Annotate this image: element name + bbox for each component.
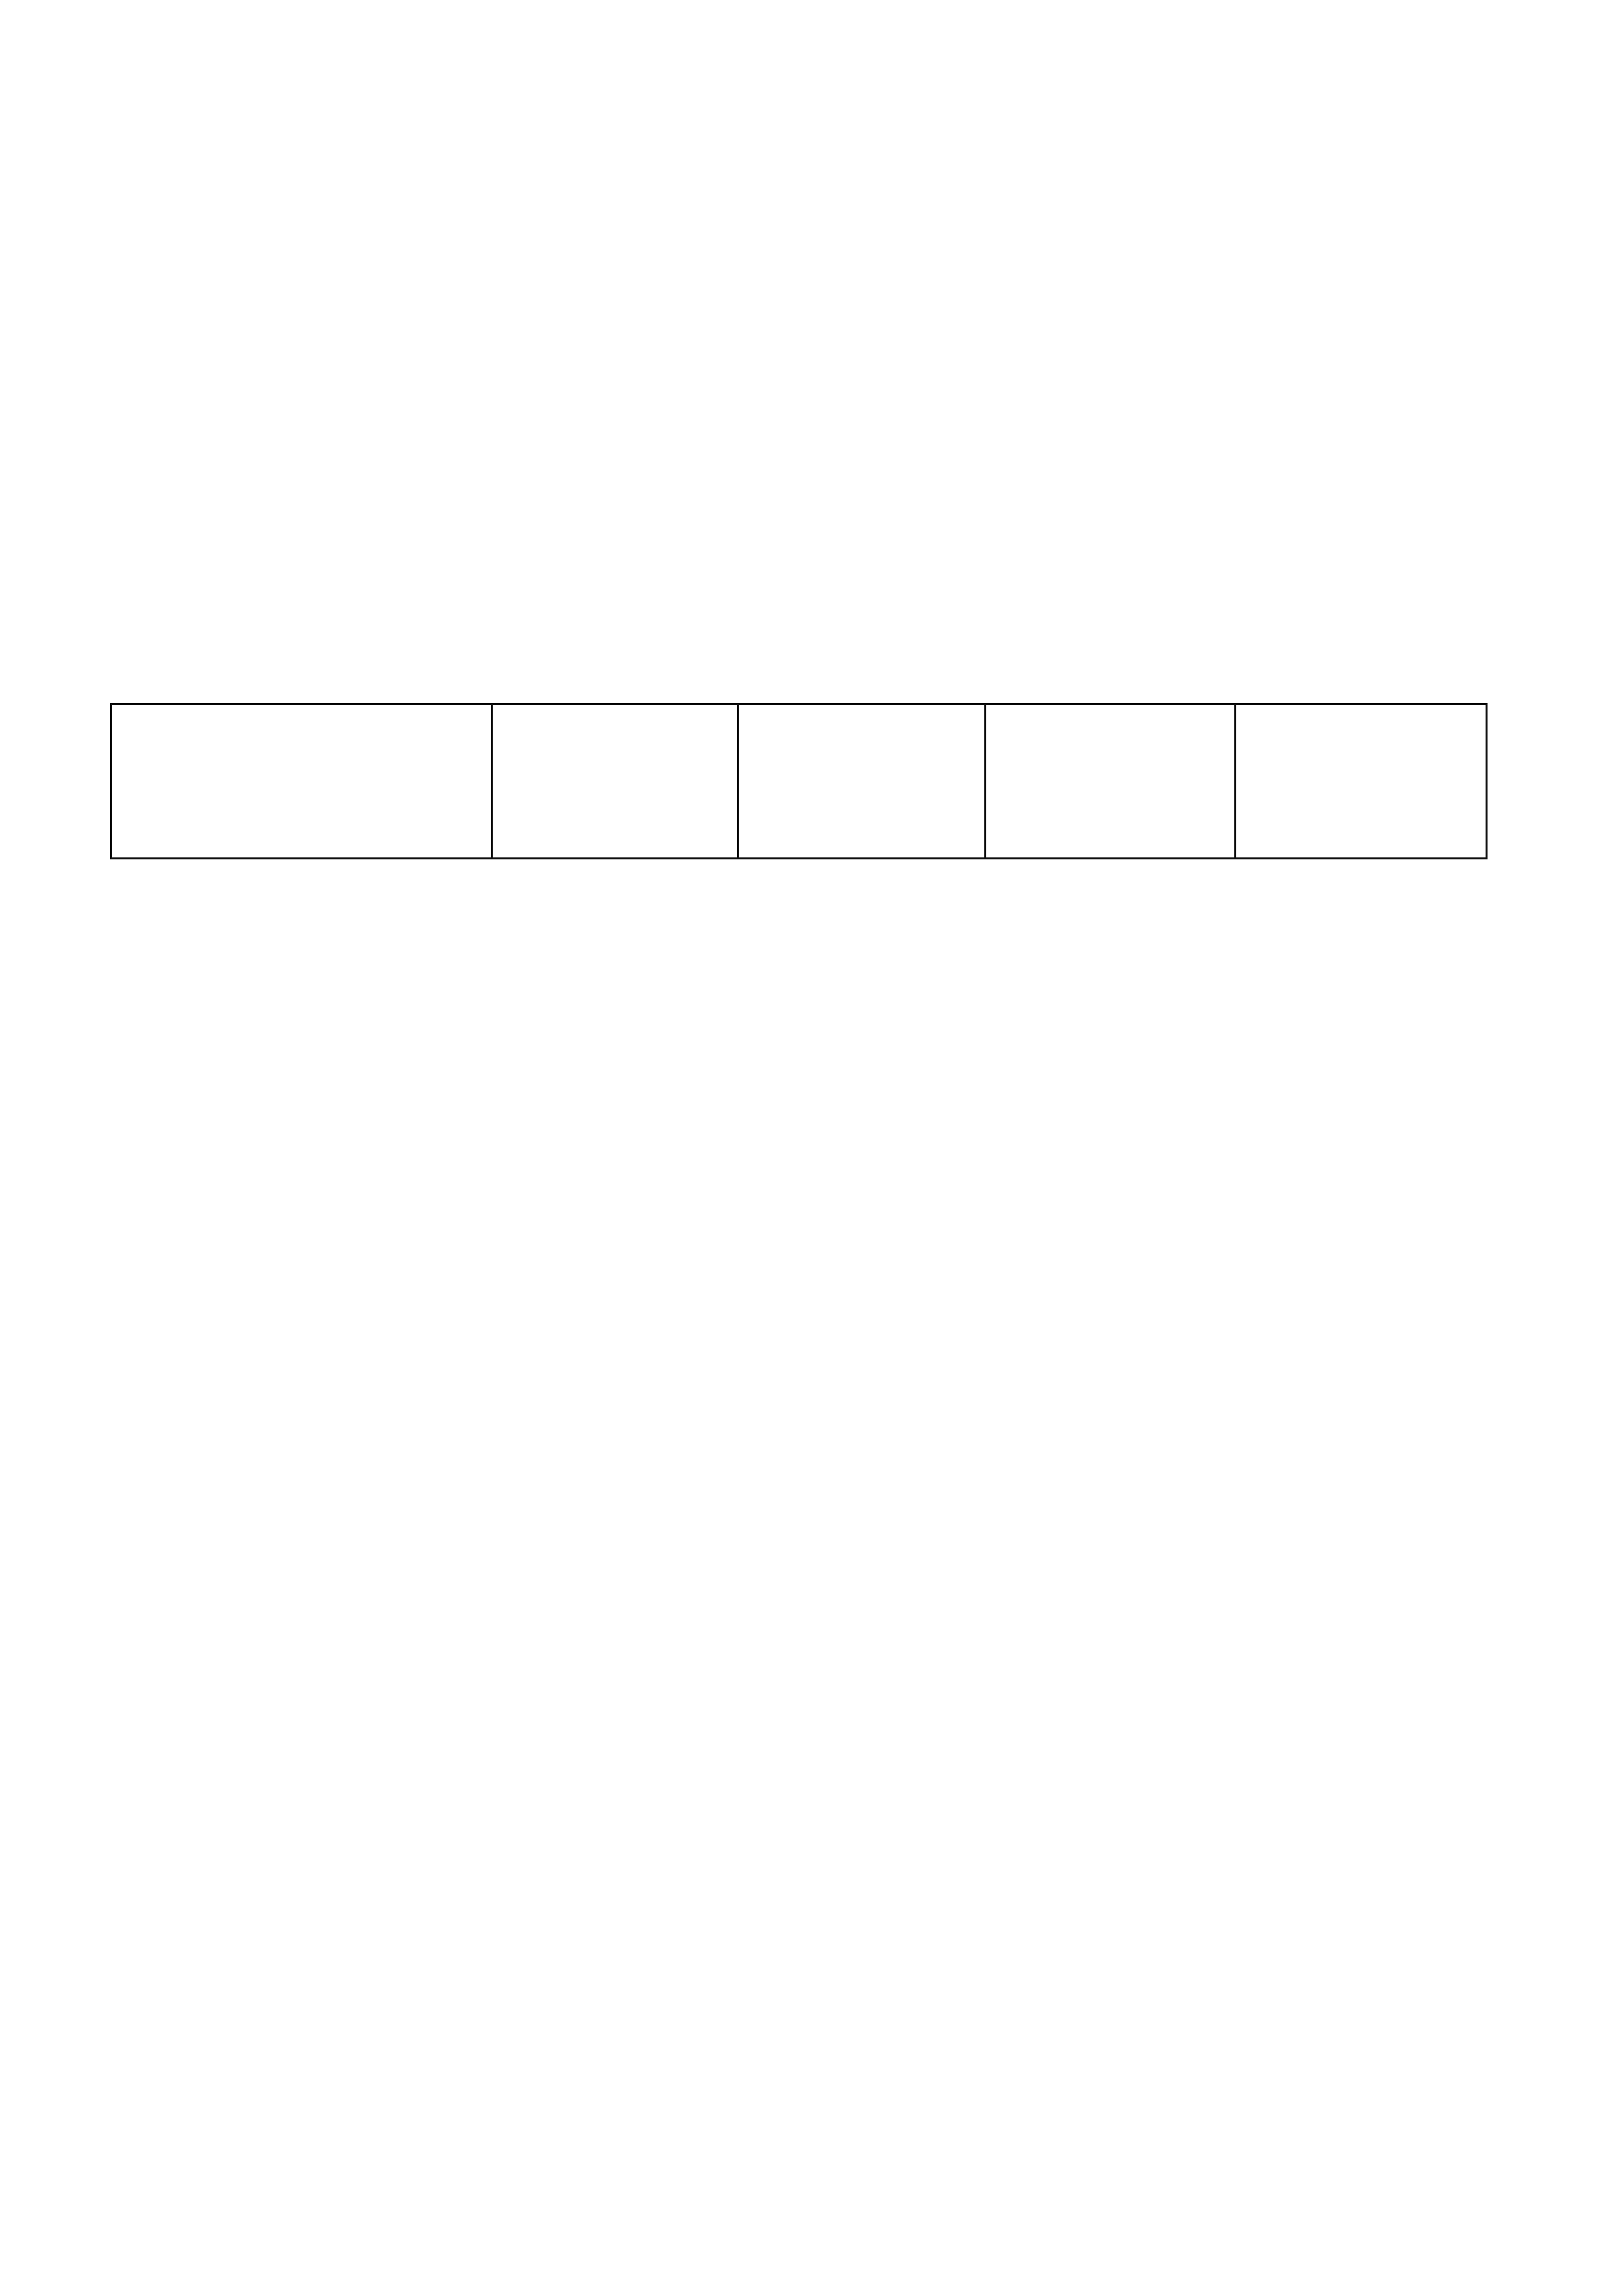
header-row [111,704,1487,859]
header-critical-range-n3 [492,704,738,859]
header-critical-difference [1236,704,1487,859]
header-mass-fraction [111,704,492,859]
header-critical-range-n6 [986,704,1236,859]
main-table [110,703,1488,859]
header-reproducibility-limit [738,704,986,859]
